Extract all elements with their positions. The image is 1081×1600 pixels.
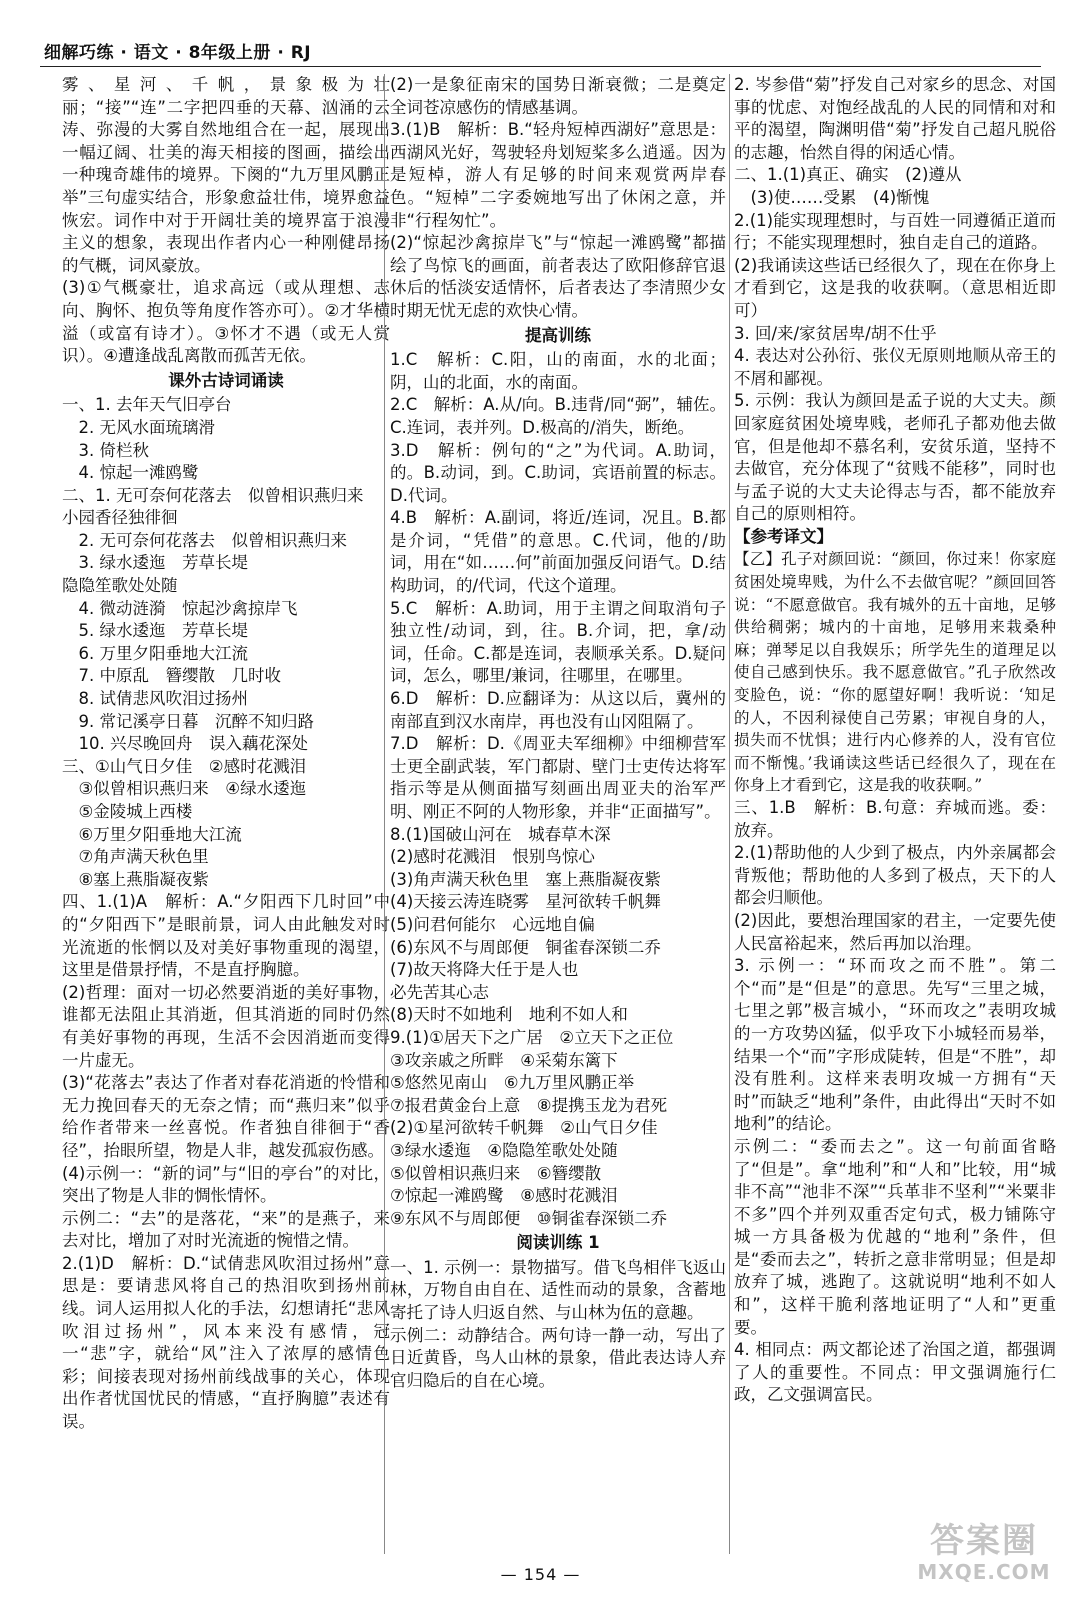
answer-paragraph: (4)示例一：“新的词”与“旧的亭台”的对比，突出了物是人非的惆怅情怀。 — [62, 1163, 390, 1206]
answer-paragraph: 5. 绿水逶迤 芳草长堤 — [78, 621, 248, 641]
answer-paragraph: 4. 微动涟漪 惊起沙禽掠岸飞 — [78, 598, 298, 618]
answer-paragraph: (4)天接云涛连晓雾 星河欲转千帆舞 — [390, 892, 661, 912]
answer-paragraph: 9. 常记溪亭日暮 沉醉不知归路 — [78, 711, 314, 731]
answer-paragraph: (3)使……受累 (4)惭愧 — [750, 187, 930, 207]
answer-paragraph: (8)天时不如地利 地利不如人和 — [390, 1005, 628, 1025]
answer-paragraph: 1.C 解析：C.阳，山的南面，水的北面；阴，山的北面，水的南面。 — [390, 350, 726, 392]
answer-paragraph: 4. 相同点：两文都论述了治国之道，都强调了人的重要性。不同点：甲文强调施行仁政，乙文强调富民。 — [734, 1340, 1056, 1405]
answer-paragraph: ⑦报君黄金台上意 ⑧提携玉龙为君死 — [390, 1095, 668, 1115]
answer-paragraph: 2. 无风水面琉璃滑 — [78, 417, 215, 437]
answer-paragraph: 示例二：“去”的是落花，“来”的是燕子，来去对比，增加了对时光流逝的惋惜之情。 — [62, 1208, 390, 1251]
answer-paragraph: 7. 中原乱 簪缨散 几时收 — [78, 666, 281, 686]
answer-paragraph: 必先苦其心志 — [390, 982, 489, 1002]
answer-paragraph: (6)东风不与周郎便 铜雀春深锁二乔 — [390, 937, 661, 957]
answer-paragraph: 小园香径独徘徊 — [62, 508, 178, 528]
answer-paragraph: 10. 兴尽晚回舟 误入藕花深处 — [78, 734, 308, 754]
page-header: 细解巧练 · 语文 · 8年级上册 · RJ — [44, 43, 312, 63]
answer-paragraph: (2)感时花溅泪 恨别鸟惊心 — [390, 847, 595, 867]
answer-paragraph: 2. 岑参借“菊”抒发自己对家乡的思念、对国事的忧虑、对饱经战乱的人民的同情和对和平的渴望，陶渊明借“菊”抒发自己超凡脱俗的志趣，怡然自得的闲适心情。 — [734, 75, 1056, 162]
answer-paragraph: ③攻亲戚之所畔 ④采菊东篱下 — [390, 1050, 618, 1070]
column-divider-left — [384, 74, 385, 1554]
answer-paragraph: ⑤似曾相识燕归来 ⑥簪缨散 — [390, 1163, 602, 1183]
column-middle — [390, 74, 726, 1392]
page-number: — 154 — — [500, 1565, 581, 1584]
answer-paragraph: 一、1. 示例一：景物描写。借飞鸟相伴飞返山林，万物自由自在、适性而动的景象，含蓄地寄托了诗人归返自然、与山林为伍的意趣。 — [390, 1257, 726, 1323]
answer-paragraph: (3)角声满天秋色里 塞上燕脂凝夜紫 — [390, 869, 661, 889]
answer-paragraph: ⑥万里夕阳垂地大江流 — [78, 824, 242, 844]
section-heading: 阅读训练 1 — [516, 1233, 600, 1253]
answer-paragraph: (5)问君何能尔 心远地自偏 — [390, 914, 595, 934]
answer-paragraph: 四、1.(1)A 解析：A.“夕阳西下几时回”中的“夕阳西下”是眼前景，词人由此触发对时光流逝的怅惘以及对美好事物重现的渴望，这里是借景抒情，不是直抒胸臆。 — [62, 892, 390, 980]
answer-paragraph: (2)因此，要想治理国家的君主，一定要先使人民富裕起来，然后再加以治理。 — [734, 910, 1056, 953]
answer-paragraph: ⑤金陵城上西楼 — [78, 802, 193, 821]
answer-paragraph: 7.D 解析：D.《周亚夫军细柳》中细柳营军士更全副武装，军门都尉、壁门士吏传达将军指示等是从侧面描写刻画出周亚夫的治军严明、刚正不阿的人物形象，并非“正面描写”。 — [390, 734, 726, 821]
answer-paragraph: 雾、星河、千帆，景象极为壮丽；“接”“连”二字把四垂的天幕、汹涌的云涛、弥漫的大雾自然地组合在一起，展现出一幅辽阔、壮美的海天相接的图画，描绘出一种瑰奇雄伟的境界。下阕的“九万里风鹏正举”三句虚实结合，形象愈益壮伟，境界愈益恢宏。词作中对于开阔壮美的境界富于浪漫主义的想象，表现出作者内心一种刚健昂扬的气概，词风豪放。 — [62, 75, 390, 275]
answer-paragraph: 6.D 解析：D.应翻译为：从这以后，冀州的南部直到汉水南岸，再也没有山冈阻隔了。 — [390, 689, 726, 731]
answer-paragraph: ⑦角声满天秋色里 — [78, 847, 209, 867]
answer-paragraph: 5. 示例：我认为颜回是孟子说的大丈夫。颜回家庭贫困处境卑贱，老师孔子都劝他去做官，但是他却不慕名利，安贫乐道，坚持不去做官，充分体现了“贫贱不能移”，同时也与孟子说的大丈夫论得志与否，都不能放弃自己的原则相符。 — [734, 391, 1056, 524]
answer-paragraph: ⑤悠然见南山 ⑥九万里风鹏正举 — [390, 1073, 635, 1093]
answer-paragraph: 3. 回/来/家贫居卑/胡不仕乎 — [734, 323, 937, 343]
answer-paragraph: 8.(1)国破山河在 城春草木深 — [390, 824, 611, 844]
answer-paragraph: 5.C 解析：A.助词，用于主谓之间取消句子独立性/动词，到，往。B.介词，把，拿/动词，任命。C.都是连词，表顺承关系。D.疑问词，怎么，哪里/兼词，往哪里，在哪里。 — [390, 598, 726, 686]
section-heading: 课外古诗词诵读 — [168, 370, 284, 390]
answer-paragraph: 三、①山气日夕佳 ②感时花溅泪 — [62, 756, 307, 776]
answer-paragraph: (2)哲理：面对一切必然要消逝的美好事物，谁都无法阻止其消逝，但其消逝的同时仍然有美好事物的再现，生活不会因消逝而变得一片虚无。 — [62, 982, 390, 1070]
section-heading: 提高训练 — [525, 325, 591, 345]
answer-paragraph: 【参考译文】 — [734, 526, 833, 546]
answer-paragraph: 3.D 解析：例句的“之”为代词。A.助词，的。B.动词，到。C.助词，宾语前置的标志。D.代词。 — [390, 440, 726, 505]
answer-paragraph: ⑦惊起一滩鸥鹭 ⑧感时花溅泪 — [390, 1186, 618, 1206]
answer-paragraph: 示例二：“委而去之”。这一句前面省略了“但是”。拿“地利”和“人和”比较，用“城非不高”“池非不深”“兵革非不坚利”“米粟非不多”四个并列双重否定句式，极力铺陈守城一方具备极为优越的“地利”条件，但是“委而去之”，转折之意非常明显；但是却放弃了城，逃跑了。这就说明“地利不如人和”，这样干脆利落地证明了“人和”更重要。 — [734, 1136, 1056, 1337]
answer-paragraph: ③绿水逶迤 ④隐隐笙歌处处随 — [390, 1140, 618, 1160]
answer-paragraph: 3. 绿水逶迤 芳草长堤 — [78, 553, 248, 573]
answer-paragraph: 一、1. 去年天气旧亭台 — [62, 395, 232, 415]
column-divider-right — [729, 74, 730, 1554]
answer-paragraph: 2.(1)帮助他的人少到了极点，内外亲属都会背叛他；帮助他的人多到了极点，天下的人都会归顺他。 — [734, 843, 1056, 908]
answer-paragraph: 6. 万里夕阳垂地大江流 — [78, 643, 248, 663]
answer-paragraph: (2)一是象征南宋的国势日渐衰微；二是奠定全词苍凉感伤的情感基调。 — [390, 75, 726, 117]
answer-paragraph: ⑨东风不与周郎便 ⑩铜雀春深锁二乔 — [390, 1208, 668, 1228]
answer-paragraph: 2.(1)D 解析：D.“试倩悲风吹泪过扬州”意思是：要请悲风将自己的热泪吹到扬州前线。词人运用拟人化的手法，幻想请托“悲风吹泪过扬州”，风本来没有感情，冠一“悲”字，就给“风”注入了浓厚的感情色彩；间接表现对扬州前线战事的关心，体现出作者忧国忧民的情感，“直抒胸臆”表述有误。 — [62, 1253, 390, 1432]
answer-paragraph: (2)①星河欲转千帆舞 ②山气日夕佳 — [390, 1118, 658, 1138]
answer-paragraph: 3. 倚栏秋 — [78, 440, 149, 460]
answer-paragraph: 【乙】孔子对颜回说：“颜回，你过来！你家庭贫困处境卑贱，为什么不去做官呢？”颜回回答说：“不愿意做官。我有城外的五十亩地，足够供给稠粥；城内的十亩地，足够用来栽桑种麻；弹琴足以自我娱乐；所学先生的道理足以使自己感到快乐。我不愿意做官。”孔子欣然改变脸色，说：“你的愿望好啊！我听说：‘知足的人，不因利禄使自己劳累；审视自身的人，损失而不忧惧；进行内心修养的人，没有官位而不惭愧。’我诵读这些话已经很久了，现在在你身上才看到它，这是我的收获啊。” — [734, 550, 1056, 795]
answer-paragraph: 8. 试倩悲风吹泪过扬州 — [78, 689, 248, 709]
answer-paragraph: 三、1.B 解析：B.句意：弃城而逃。委：放弃。 — [734, 798, 1056, 840]
answer-paragraph: 2. 无可奈何花落去 似曾相识燕归来 — [78, 530, 347, 550]
answer-paragraph: 3. 示例一：“环而攻之而不胜”。第二个“而”是“但是”的意思。先写“三里之城，七里之郭”极言城小，“环而攻之”表明攻城的一方攻势凶猛，似乎攻下小城轻而易举，结果一个“而”字形成陡转，但是“不胜”，却没有胜利。这样来表明攻城一方拥有“天时”而缺乏“地利”条件，由此得出“天时不如地利”的结论。 — [734, 956, 1056, 1134]
answer-paragraph: ③似曾相识燕归来 ④绿水逶迤 — [78, 779, 307, 799]
answer-paragraph: 2.(1)能实现理想时，与百姓一同遵循正道而行；不能实现理想时，独自走自己的道路。 — [734, 210, 1056, 253]
answer-paragraph: (3)①气概豪壮，追求高远（或从理想、志向、胸怀、抱负等角度作答亦可）。②才华横溢（或富有诗才）。③怀才不遇（或无人赏识）。④遭逢战乱离散而孤苦无依。 — [62, 278, 390, 366]
answer-paragraph: (3)“花落去”表达了作者对春花消逝的怜惜和无力挽回春天的无奈之情；而“燕归来”似乎给作者带来一丝喜悦。作者独自徘徊于“香径”，抬眼所望，物是人非，越发孤寂伤感。 — [62, 1073, 390, 1160]
answer-paragraph: 4. 表达对公孙衍、张仪无原则地顺从帝王的不屑和鄙视。 — [734, 346, 1056, 388]
answer-paragraph: 9.(1)①居天下之广居 ②立天下之正位 — [390, 1027, 674, 1047]
answer-paragraph: (2)“惊起沙禽掠岸飞”与“惊起一滩鸥鹭”都描绘了鸟惊飞的画面，前者表达了欧阳修辞官退休后的恬淡安适情怀，后者表达了李清照少女时期无忧无虑的欢快心情。 — [390, 233, 726, 320]
answer-paragraph: 隐隐笙歌处处随 — [62, 576, 178, 596]
answer-paragraph: 4.B 解析：A.副词，将近/连词，况且。B.都是介词，“凭借”的意思。C.代词，他的/助词，用在“如……何”前面加强反问语气。D.结构助词，的/代词，代这个道理。 — [390, 508, 726, 596]
column-right — [734, 74, 1056, 1407]
answer-paragraph: ⑧塞上燕脂凝夜紫 — [78, 869, 209, 889]
header-rule — [40, 66, 1041, 67]
answer-paragraph: 二、1.(1)真正、确实 (2)遵从 — [734, 165, 962, 185]
answer-paragraph: (2)我诵读这些话已经很久了，现在在你身上才看到它，这是我的收获啊。（意思相近即可） — [734, 255, 1056, 320]
answer-paragraph: 2.C 解析：A.从/向。B.违背/同“弼”，辅佐。C.连词，表并列。D.极高的/消失，断绝。 — [390, 395, 726, 437]
answer-paragraph: 示例二：动静结合。两句诗一静一动，写出了日近黄昏，鸟人山林的景象，借此表达诗人弃官归隐后的自在心境。 — [390, 1325, 726, 1390]
watermark-line1: 答案圈 — [930, 1521, 1038, 1561]
watermark-logo — [909, 1518, 1059, 1586]
answer-paragraph: 3.(1)B 解析：B.“轻舟短棹西湖好”意思是：西湖风光好，驾驶轻舟划短桨多么逍遥。因为是短棹，游人有足够的时间来观赏两岸春色。“短棹”二字委婉地写出了休闲之意，并非“行程匆忙”。 — [390, 120, 726, 230]
answer-paragraph: 二、1. 无可奈何花落去 似曾相识燕归来 — [62, 485, 364, 505]
watermark-line2: MXQE.COM — [917, 1560, 1051, 1584]
column-left — [62, 74, 390, 1434]
answer-paragraph: 4. 惊起一滩鸥鹭 — [78, 463, 199, 483]
answer-paragraph: (7)故天将降大任于是人也 — [390, 960, 579, 980]
